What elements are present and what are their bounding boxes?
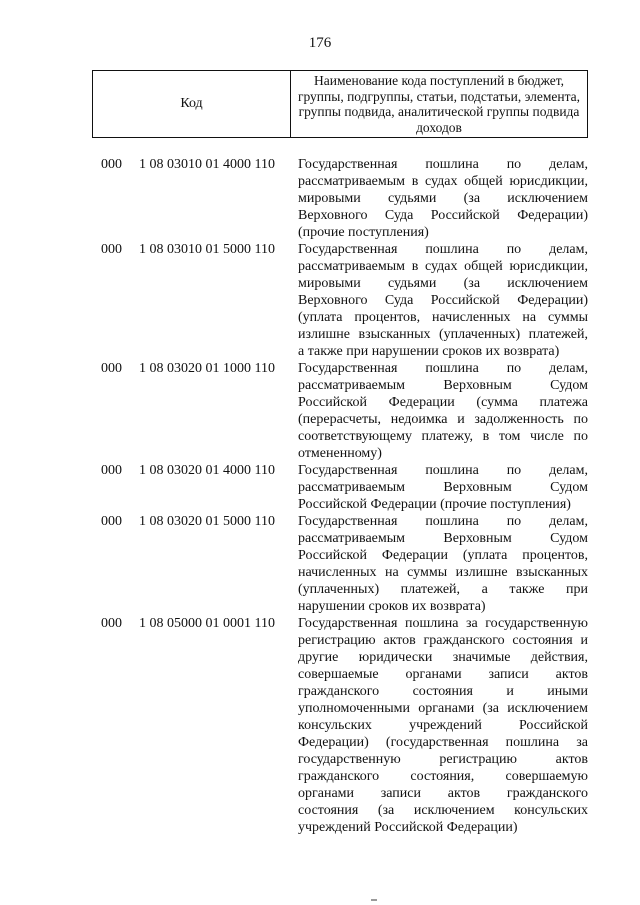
revenue-name-line: Государственная пошлина за государственную [298, 616, 588, 631]
header-code-cell: Код [93, 71, 291, 137]
revenue-code: 1 08 03010 01 4000 110 [139, 157, 275, 172]
revenue-name [298, 360, 588, 462]
revenue-name-line: уполномоченными органами (за исключением [298, 701, 588, 716]
revenue-name-line: (прочие поступления) [298, 225, 429, 240]
revenue-name-line: Государственная пошлина по делам, [298, 242, 588, 257]
revenue-name-line: Государственная пошлина по делам, [298, 157, 588, 172]
revenue-name-line: (уплата процентов, начисленных на суммы [298, 310, 588, 325]
revenue-name-line: состояния (за исключением консульских [298, 803, 588, 818]
revenue-code: 1 08 03020 01 5000 110 [139, 514, 275, 529]
revenue-name-line: Государственная пошлина по делам, [298, 514, 588, 529]
revenue-name-line: Верховного Суда Российской Федерации) [298, 293, 588, 308]
revenue-name-line: отмененному) [298, 446, 382, 461]
revenue-name [298, 462, 588, 513]
revenue-name-line: учреждений Российской Федерации) [298, 820, 518, 835]
revenue-name [298, 156, 588, 241]
revenue-name-line: Российской Федерации (уплата процентов, [298, 548, 588, 563]
revenue-name-line: гражданского состояния, совершаемую [298, 769, 588, 784]
revenue-name-line: гражданского состояния и иными [298, 684, 588, 699]
revenue-name-line: (уплаченных) платежей, а также при [298, 582, 588, 597]
table-header [92, 70, 588, 138]
scan-mark [371, 899, 377, 901]
revenue-name [298, 513, 588, 615]
header-name-cell: Наименование кода поступлений в бюджет, группы, подгруппы, статьи, подстатьи, элемента, группы подвида, аналитической группы подвида доходов [297, 73, 581, 135]
revenue-name-line: мировыми судьями (за исключением [298, 276, 588, 291]
revenue-name-line: рассматриваемым Верховным Судом [298, 480, 588, 495]
table-row [0, 360, 640, 462]
revenue-name [298, 615, 588, 836]
revenue-name-line: совершаемые органами записи актов [298, 667, 588, 682]
revenue-name-line: нарушении сроков их возврата) [298, 599, 486, 614]
revenue-name-line: начисленных на суммы излишне взысканных [298, 565, 588, 580]
revenue-name-line: рассматриваемым Верховным Судом [298, 378, 588, 393]
revenue-name-line: Государственная пошлина по делам, [298, 463, 588, 478]
revenue-name-line: Российской Федерации (сумма платежа [298, 395, 588, 410]
revenue-name-line: рассматриваемым в судах общей юрисдикции, [298, 259, 588, 274]
table-row [0, 513, 640, 615]
revenue-name-line: излишне взысканных (уплаченных) платежей, [298, 327, 588, 342]
revenue-name-line: (перерасчеты, недоимка и задолженность по [298, 412, 588, 427]
revenue-name-line: консульских учреждений Российской [298, 718, 588, 733]
table-row [0, 156, 640, 241]
revenue-name-line: соответствующему платежу, в том числе по [298, 429, 588, 444]
revenue-name-line: Российской Федерации (прочие поступления) [298, 497, 571, 512]
revenue-code: 1 08 05000 01 0001 110 [139, 616, 275, 631]
revenue-code: 1 08 03010 01 5000 110 [139, 242, 275, 257]
revenue-name-line: а также при нарушении сроков их возврата) [298, 344, 560, 359]
revenue-name-line: органами записи актов гражданского [298, 786, 588, 801]
revenue-name [298, 241, 588, 360]
revenue-name-line: другие юридически значимые действия, [298, 650, 588, 665]
table-row [0, 241, 640, 360]
revenue-name-line: мировыми судьями (за исключением [298, 191, 588, 206]
admin-code: 000 [101, 157, 122, 172]
admin-code: 000 [101, 463, 122, 478]
revenue-code: 1 08 03020 01 1000 110 [139, 361, 275, 376]
revenue-name-line: Федерации) (государственная пошлина за [298, 735, 588, 750]
revenue-name-line: Верховного Суда Российской Федерации) [298, 208, 588, 223]
table-body [0, 156, 640, 836]
page-number: 176 [308, 35, 332, 51]
admin-code: 000 [101, 242, 122, 257]
revenue-code: 1 08 03020 01 4000 110 [139, 463, 275, 478]
revenue-name-line: регистрацию актов гражданского состояния и [298, 633, 588, 648]
admin-code: 000 [101, 514, 122, 529]
admin-code: 000 [101, 361, 122, 376]
admin-code: 000 [101, 616, 122, 631]
table-row [0, 462, 640, 513]
revenue-name-line: рассматриваемым в судах общей юрисдикции, [298, 174, 588, 189]
revenue-name-line: рассматриваемым Верховным Судом [298, 531, 588, 546]
revenue-name-line: государственную регистрацию актов [298, 752, 588, 767]
revenue-name-line: Государственная пошлина по делам, [298, 361, 588, 376]
table-row [0, 615, 640, 836]
